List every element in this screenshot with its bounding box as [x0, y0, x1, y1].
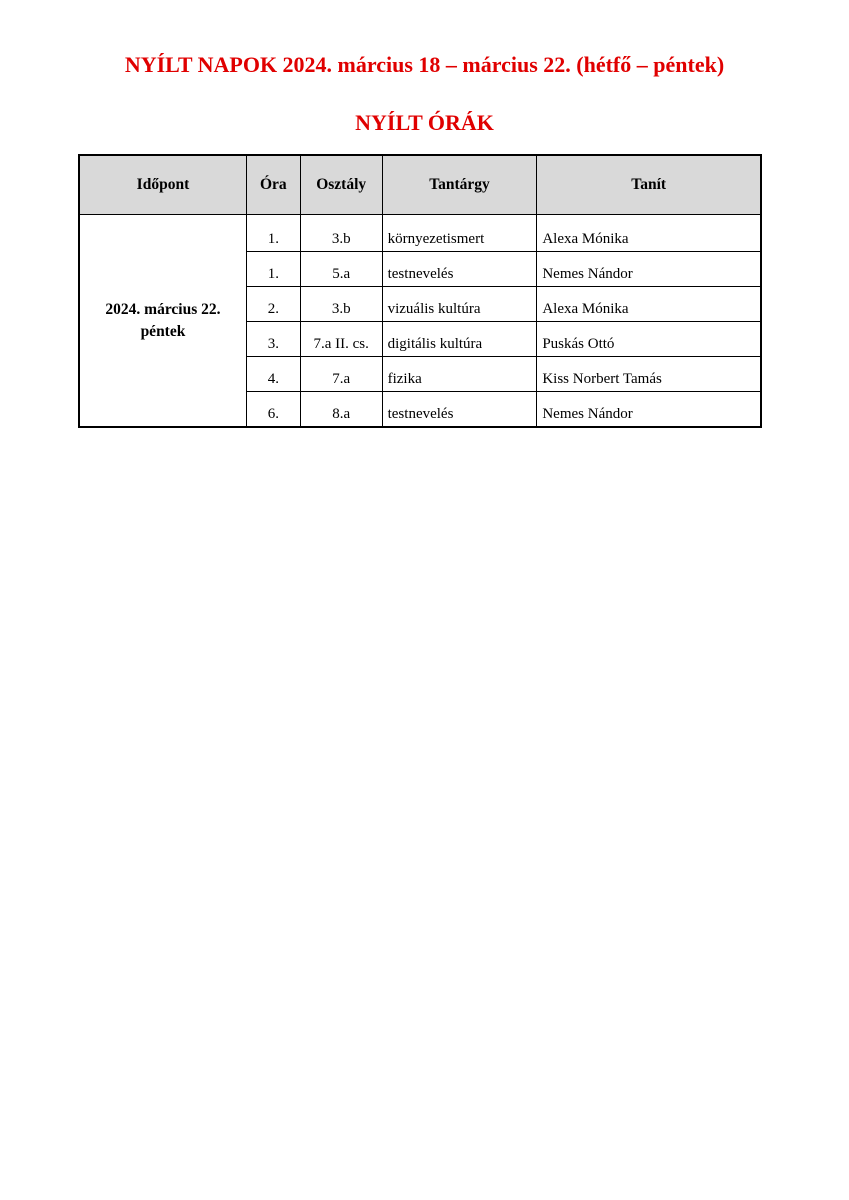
ora-cell: 1.	[246, 215, 300, 252]
date-cell	[79, 215, 246, 428]
weekday-line: péntek	[140, 322, 186, 340]
ora-cell: 6.	[246, 392, 300, 428]
tanit-cell: Puskás Ottó	[537, 322, 761, 357]
table-header-row	[79, 155, 761, 215]
header-tantargy: Tantárgy	[382, 155, 537, 215]
ora-cell: 4.	[246, 357, 300, 392]
header-ora: Óra	[246, 155, 300, 215]
header-tanit: Tanít	[537, 155, 761, 215]
tantargy-cell: digitális kultúra	[382, 322, 537, 357]
tanit-cell: Nemes Nándor	[537, 392, 761, 428]
ora-cell: 1.	[246, 252, 300, 287]
header-idopont: Időpont	[79, 155, 246, 215]
osztaly-cell: 3.b	[300, 287, 382, 322]
osztaly-cell: 8.a	[300, 392, 382, 428]
ora-cell: 3.	[246, 322, 300, 357]
table-row	[79, 215, 761, 252]
date-line: 2024. március 22.	[105, 300, 221, 318]
osztaly-cell: 7.a II. cs.	[300, 322, 382, 357]
tantargy-cell: testnevelés	[382, 392, 537, 428]
tantargy-cell: vizuális kultúra	[382, 287, 537, 322]
tanit-cell: Alexa Mónika	[537, 287, 761, 322]
tanit-cell: Kiss Norbert Tamás	[537, 357, 761, 392]
tantargy-cell: testnevelés	[382, 252, 537, 287]
osztaly-cell: 5.a	[300, 252, 382, 287]
osztaly-cell: 7.a	[300, 357, 382, 392]
section-title: NYÍLT ÓRÁK	[355, 110, 494, 135]
page-title: NYÍLT NAPOK 2024. március 18 – március 22. (hétfő – péntek)	[124, 52, 725, 77]
tanit-cell: Nemes Nándor	[537, 252, 761, 287]
ora-cell: 2.	[246, 287, 300, 322]
tanit-cell: Alexa Mónika	[537, 215, 761, 252]
tantargy-cell: fizika	[382, 357, 537, 392]
open-lessons-table	[78, 154, 762, 428]
osztaly-cell: 3.b	[300, 215, 382, 252]
header-osztaly: Osztály	[300, 155, 382, 215]
tantargy-cell: környezetismert	[382, 215, 537, 252]
